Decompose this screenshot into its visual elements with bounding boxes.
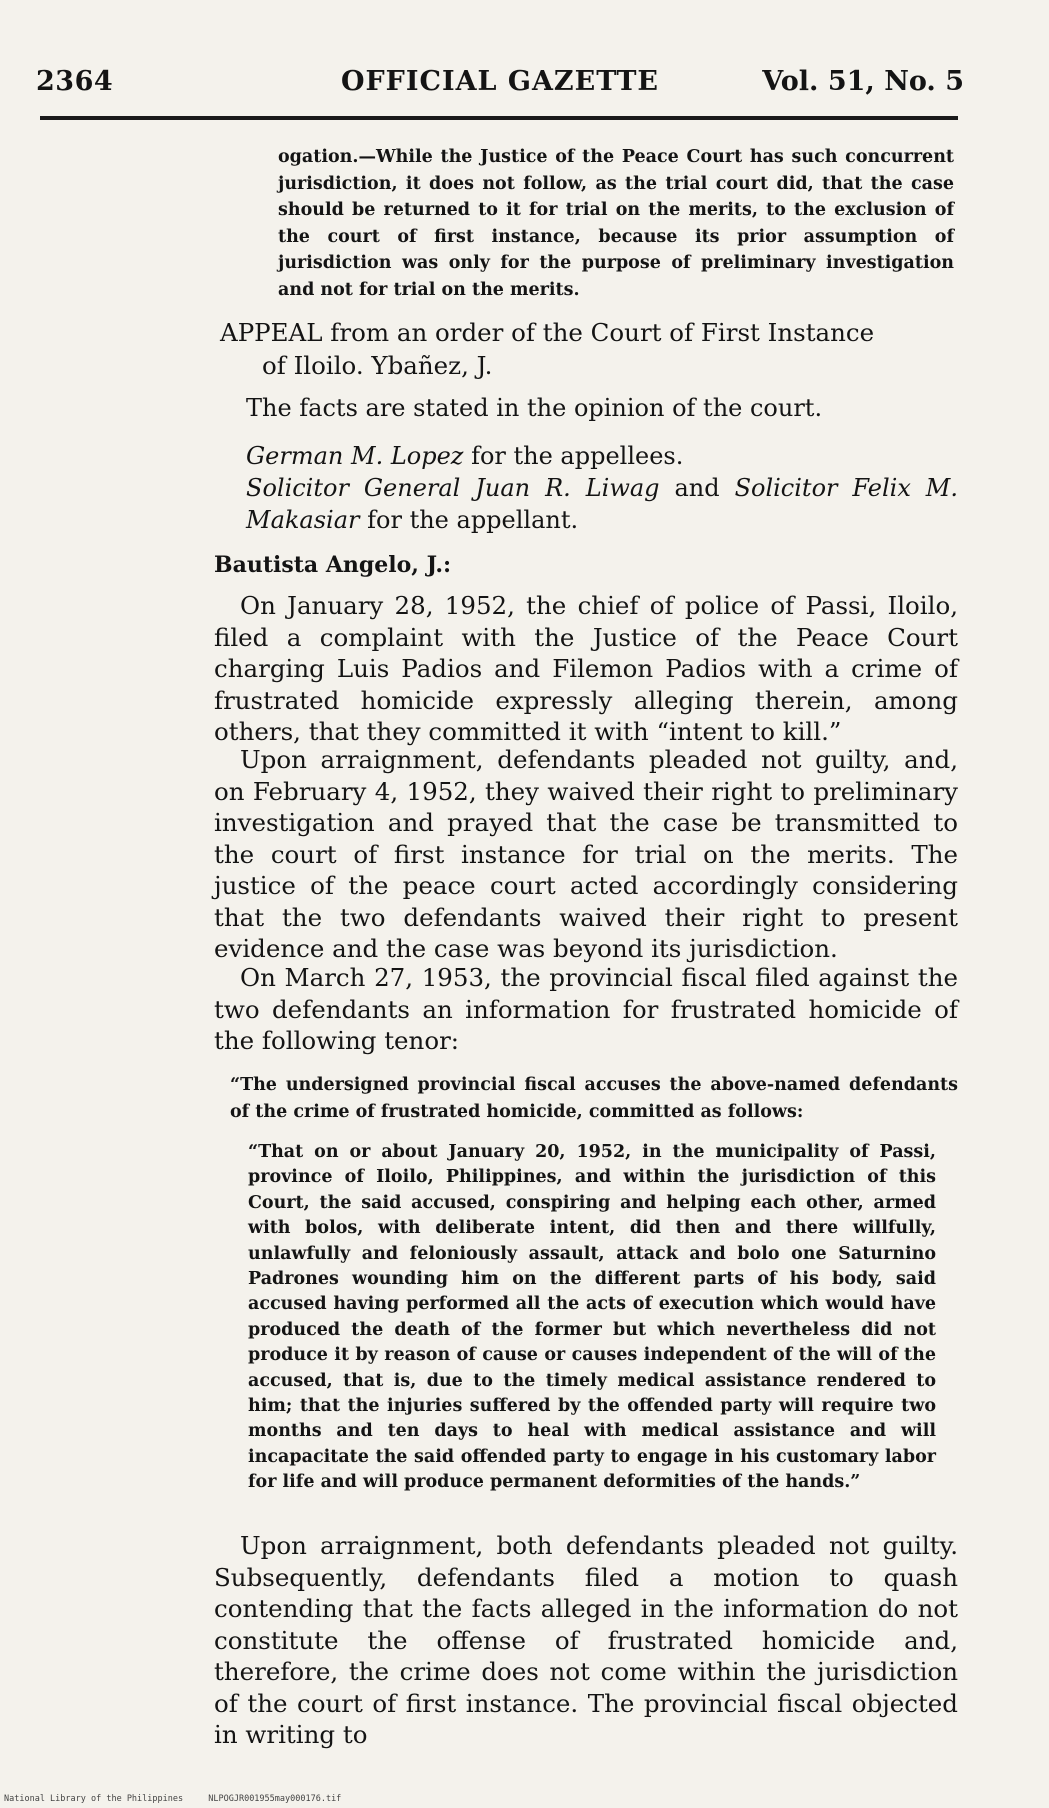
facts-statement: The facts are stated in the opinion of the court. [246, 394, 823, 422]
header-rule [40, 116, 958, 120]
appellant-counsel-name-2: Solicitor Felix M. Makasiar [246, 474, 958, 534]
paragraph-1 [214, 590, 958, 748]
page-header [36, 66, 964, 106]
appellant-counsel-and: and [659, 474, 735, 502]
paragraph-1-text: On January 28, 1952, the chief of police of Passi, Iloilo, filed a complaint with the Justice of the Peace Court charging Luis Padios and Filemon Padios with a crime of frustrated homicide expressly alleging therein, among others, that they committed it with “intent to kill.” [214, 591, 958, 746]
appellant-counsel-name: Solicitor General Juan R. Liwag [246, 474, 660, 502]
paragraph-2 [214, 744, 958, 965]
appellees-counsel-text: for the appellees. [463, 442, 684, 470]
appeal-heading [220, 316, 958, 382]
appellees-counsel-name: German M. Lopez [246, 442, 464, 470]
paragraph-3 [214, 962, 958, 1057]
paragraph-4 [214, 1530, 958, 1751]
appellant-counsel [214, 472, 958, 536]
information-quote-body: “That on or about January 20, 1952, in the municipality of Passi, province of Iloilo, Philippines, and within the jurisdiction of this Court, the said accused, conspiring and helping each other, armed with bolos, with deliberate intent, did then and there willfully, unlawfully and feloniously assault, attack and bolo one Saturnino Padrones wounding him on the different parts of his body, said accused having performed all the acts of execution which would have produced the death of the former but which nevertheless did not produce it by reason of cause or causes independent of the will of the accused, that is, due to the timely medical assistance rendered to him; that the injuries suffered by the offended party will require two months and ten days to heal with medical assistance and will incapacitate the said offended party to engage in his customary labor for life and will produce permanent deformities of the hands.” [248, 1142, 936, 1493]
appellees-counsel [214, 440, 958, 472]
information-quote-intro: “The undersigned provincial fiscal accuses the above-named defendants of the crime of frustrated homicide, committed as follows: [230, 1075, 958, 1122]
appeal-line-1: APPEAL from an order of the Court of First Instance [220, 318, 875, 347]
syllabus-note: ogation.—While the Justice of the Peace Court has such concurrent jurisdiction, it does not follow, as the trial court did, that the case should be returned to it for trial on the merits, to the exclusion of the court of first instance, because its prior assumption of jurisdiction was only for the purpose of preliminary investigation and not for trial on the merits. [278, 147, 954, 300]
publication-title: OFFICIAL GAZETTE [340, 66, 660, 97]
appeal-line-2: of Iloilo. Ybañez, J. [262, 351, 493, 380]
appellant-counsel-text: for the appellant. [359, 506, 579, 534]
footer-library: National Library of the Philippines [4, 1794, 184, 1804]
counsel-listing [214, 440, 958, 536]
paragraph-2-text: Upon arraignment, defendants pleaded not guilty, and, on February 4, 1952, they waived their right to preliminary investigation and prayed that the case be transmitted to the court of first instance for trial on the merits. The justice of the peace court acted accordingly considering that the two defendants waived their right to present evidence and the case was beyond its jurisdiction. [214, 745, 958, 963]
scan-footer [4, 1794, 341, 1804]
page-number: 2364 [36, 66, 114, 97]
ponente: Bautista Angelo, J.: [214, 552, 452, 578]
volume-number: Vol. 51, No. 5 [762, 66, 964, 97]
paragraph-4-text: Upon arraignment, both defendants pleaded not guilty. Subsequently, defendants filed a motion to quash contending that the facts alleged in the information do not constitute the offense of frustrated homicide and, therefore, the crime does not come within the jurisdiction of the court of first instance. The provincial fiscal objected in writing to [214, 1531, 958, 1749]
footer-file: NLPOGJR001955may000176.tif [208, 1794, 342, 1804]
paragraph-3-text: On March 27, 1953, the provincial fiscal filed against the two defendants an information for frustrated homicide of the following tenor: [214, 963, 958, 1055]
